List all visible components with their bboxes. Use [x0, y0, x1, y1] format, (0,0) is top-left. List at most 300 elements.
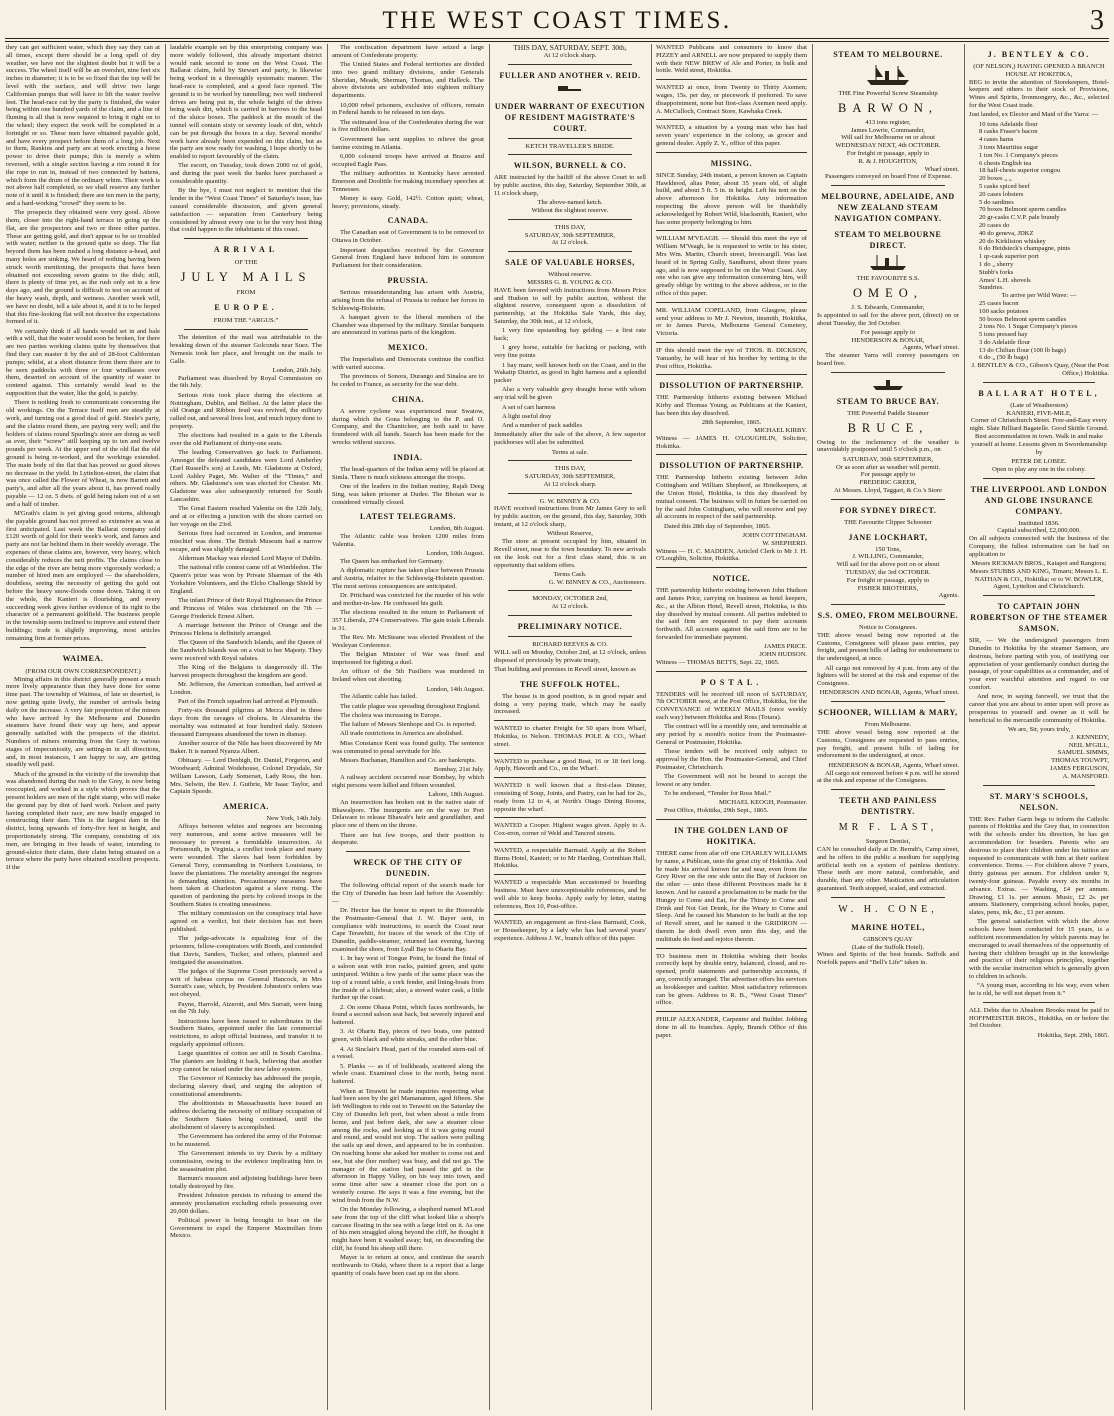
- news-paragraph: The leading Conservatives go back to Parliament. Amongst the defeated candidates were Lord Amberley (Earl Russell's son) at Leeds, Mr. Gladstone at Oxford, Lord Ashley Paget, Mr. Walter of the “Times,” and others. Mr. Gladstone's son was elected for Chester. Mr. Gladstone was also subsequently returned for South Lancashire.: [170, 449, 322, 504]
- ship-body: Is appointed to sail for the above port, (direct) on or about Tuesday, the 3rd October.: [817, 311, 959, 327]
- news-paragraph: A marriage between the Prince of Orange and the Princess Helena is definitely arranged.: [170, 622, 322, 637]
- ad-body: ARE instructed by the bailiff of the above Court to sell by public auction, this day, Saturday, September 30th, at 11 o'clock sharp,: [494, 174, 646, 197]
- news-paragraph: The Great Eastern reached Valentia on the 12th July, and at or effecting a junction with the shore carried on her voyage on the 23rd.: [170, 505, 322, 528]
- news-paragraph: One of the leaders in the Indian mutiny, Rajah Deeg Sing, was taken prisoner at Dudee. The Bhotan war is considered virtually closed.: [332, 482, 484, 506]
- ad-divider: [983, 1002, 1095, 1003]
- lot-item: 1 bay mare, well known both on the Coast, and in the Wakatip District, as good in light harness and a splendid packer: [494, 361, 646, 385]
- ship-body: Owing to the inclemency of the weather is unavoidably postponed until 5 o'clock p.m., on: [817, 438, 959, 454]
- news-paragraph: President Johnston persists in refusing to amend the amnesty proclamation excluding rebels possessing over 20,000 dollars.: [170, 1191, 322, 1215]
- ad-divider: [508, 615, 632, 616]
- hotel-note: (Late of the Suffolk Hotel).: [851, 943, 925, 951]
- ad-signature: PETER DE LOBEE.: [1011, 457, 1067, 465]
- section-heading: LATEST TELEGRAMS.: [359, 512, 456, 522]
- column-rule: [812, 44, 813, 1410]
- notice-body: To be endorsed, “Tender for Ross Mail.”: [664, 790, 772, 798]
- ship-name: BARWON,: [838, 100, 938, 115]
- news-paragraph: The national rifle contest came off at Wimbledon. The Queen's prize was won by Private Sharman of the 4th Yorkshire Volunteers, and the Elcho Challenge Shield by England.: [170, 564, 322, 595]
- news-paragraph: The cattle plague was spreading throughout England.: [340, 702, 481, 710]
- ad-date: THIS DAY, SATURDAY, SEPT. 30th,: [513, 44, 627, 52]
- newspaper-title: THE WEST COAST TIMES.: [382, 7, 732, 34]
- dateline: New York, 14th July.: [266, 815, 322, 823]
- arrival-heading-from: FROM: [236, 289, 256, 297]
- ad-body: Wines and Spirits of the best brands. Suffolk and Norfolk papers and “Bell's Life” taken in.: [817, 951, 959, 967]
- notice-body: THE partnership hitherto existing between John Hudson and James Price, carrying on business as hotel keepers, &c., at the Albion Hotel, Revell street, Hokitika, is this day dissolved by mutual consent. All parties indebted to the said firm are requested to pay their accounts forthwith. All accounts against the said firm are to be forwarded for immediate payment.: [656, 587, 807, 641]
- stock-item: 6 do Heidsieck's champagne, pints: [979, 245, 1071, 253]
- news-paragraph: Large quantities of cotton are still in South Carolina. The planters are holding it back, believing that another crop cannot be raised under the new labor system.: [170, 1050, 322, 1073]
- masthead-rule: [5, 41, 1109, 42]
- stock-item: 1 ton No. 1 Company's pieces: [979, 151, 1058, 159]
- dateline: London, 10th August.: [426, 550, 484, 558]
- ad-heading: ST. MARY'S SCHOOLS, NELSON.: [989, 791, 1089, 812]
- ad-divider: [494, 777, 646, 778]
- ad-divider: [494, 720, 646, 721]
- signatory: THOMAS TOUWPT,: [1051, 757, 1109, 765]
- arrival-heading-of: OF THE: [234, 259, 258, 267]
- shipping-heading: STEAM TO BRUCE BAY.: [836, 396, 940, 406]
- ad-divider: [656, 152, 807, 153]
- shipping-heading: MELBOURNE, ADELAIDE, AND NEW ZEALAND STEAM NAVIGATION COMPANY.: [821, 192, 955, 224]
- section-heading: CANADA.: [387, 216, 429, 226]
- letter-closing: We are, Sir, yours truly,: [1007, 725, 1071, 733]
- stock-item: Ames' L.H. shovels: [979, 276, 1031, 284]
- news-paragraph: Money is easy. Gold, 142½. Cotton quiet; wheat, heavy; provisions, steady.: [332, 194, 484, 210]
- wanted-ad: WANTED it well known that a first-class Dinner, consisting of Soup, Joints, and Pastry, can be had for 2s., ready from 12 to 4, at North's Otago Dining Rooms, opposite the wharf.: [494, 782, 646, 813]
- ad-body: Corner of Christchurch Street. Free-and-Easy every night. Slate Billiard Bagatelle. Good Skittle Ground. Best accommodation in town. Walk in and make yourself at home. Lessons given in Swordsmanship by: [969, 417, 1109, 456]
- ad-body: On all subjects connected with the business of the Company, the fullest information can be had on application to: [969, 535, 1109, 558]
- news-paragraph: Dr. Pritchard was convicted for the murder of his wife and mother-in-law. He confessed his guilt.: [332, 592, 484, 608]
- stock-item: 13 do Chilian flour (100 lb bags): [979, 346, 1066, 354]
- shipping-subheading: Notice to Consignees.: [858, 624, 918, 632]
- wanted-ad: WANTED, an engagement as first-class Barmaid, Cook, or Housekeeper, by a lady who has had several years' experience. Address J. W., branch office of this paper.: [494, 919, 646, 943]
- signatory: J. KENNEDY,: [1070, 733, 1109, 741]
- news-paragraph: Affrays between whites and negroes are becoming very numerous, and some active measures will be necessary to prevent a formidable insurrection. At Portsmouth, in Virginia, a conflict took place and many were wounded. The slaves had been forbidden by General Terry, commanding in Northern Louisiana, to leave the plantations. The mortality amongst the negroes is demanding attention. Precautionary measures have been taken at Charleston against a slave rising. The question of pardoning the ports by colored troops in the Southern States is creating uneasiness.: [170, 823, 322, 909]
- ad-divider: [508, 590, 632, 591]
- ship-freight: For freight or passage, apply to: [846, 149, 930, 157]
- notice-heading: IN THE GOLDEN LAND OF HOKITIKA.: [674, 826, 789, 847]
- news-paragraph: The military commission on the conspiracy trial have agreed on a verdict, but their decision has not been published.: [170, 910, 322, 933]
- section-divider: [184, 238, 308, 239]
- column-rule: [964, 44, 965, 1410]
- article-paragraph: they can get sufficient water, which they say they can at all times, except there should be a long spell of dry weather, we have not the slightest doubt but it will be a success. The wheel itself will be an overshot, nine feet six inches in diameter; it is to be so fixed that the top will be level with the surface, and will drive two large Californian pumps that will have to lift the water twelve feet. The head-race cut by the party is finished, the water being within one hundred yards of the claim, and a line of fluming is all that is now required to bring it right on to the wheel; they expect the work will be completed in a fortnight or so. These men have obtained payable gold, and have every prospect before them of a long job. Next to them, Rankins and party are at work erecting a horse power to drive their pumps; this is merely a whim reversed, with a single section having a rim round it for the rope to run in, instead of two connected by battens, which form the drum of the ordinary whim. Their work is not above half completed, so we shall reserve any further note of it until it is finished; there are ten men in the party, and a hard-working “crowd” they seem to be.: [6, 44, 160, 207]
- news-paragraph: The United States and Federal territories are divided into two grand military divisions, under Generals Sheridan, Meade, Sherman, Thomas, and Halleck. The above divisions are subdivided into eighteen military departments.: [332, 61, 484, 100]
- ship-agent: HENDERSON AND BONAR, Agents, Wharf street.: [819, 689, 959, 697]
- notice-date: Dated this 28th day of September, 1865.: [664, 522, 771, 530]
- ad-heading: TO CAPTAIN JOHN ROBERTSON OF THE STEAMER SAMSON.: [970, 602, 1108, 634]
- column-1: [6, 44, 160, 1410]
- news-paragraph: 3. At Ohariu Bay, pieces of two boats, one painted green, with black and white streaks, and the other blue.: [332, 1028, 484, 1044]
- ad-time: At 12 o'clock.: [551, 603, 589, 611]
- ad-divider: [831, 701, 945, 702]
- ship-body: THE above vessel being now reported at the Customs, Consignees will please pass entries, pay freight, and present bills of lading for endorsement to the undersigned, at once.: [817, 631, 959, 663]
- ad-item: The above-named ketch.: [537, 199, 603, 207]
- ad-divider: [656, 302, 807, 303]
- stock-item: 18 half-chests superior congou: [979, 167, 1061, 175]
- shipping-heading: SCHOONER, WILLIAM & MARY,: [818, 708, 958, 718]
- column-rule: [327, 44, 328, 1410]
- ad-divider: [656, 671, 807, 672]
- ship-name: JANE LOCKHART,: [848, 532, 928, 542]
- letter-body: And now, in saying farewell, we trust that the career that you are about to enter upon will prove as prosperous to yourself and owner as it will be beneficial to the mercantile community of Hokitika.: [969, 693, 1109, 724]
- news-paragraph: The estimated loss of the Confederates during the war is five million dollars.: [332, 118, 484, 134]
- news-paragraph: All trade restrictions in America are abolished.: [340, 730, 464, 738]
- ad-divider: [656, 342, 807, 343]
- stock-item: 4 cases hams: [979, 136, 1014, 144]
- arrival-source: FROM THE “ARGUS.”: [213, 317, 279, 325]
- ship-intro: THE Powerful Paddle Steamer: [847, 409, 929, 417]
- lot-item: A set of cart harness: [502, 403, 556, 411]
- notice-witness: Witness — JAMES H. O'LOUGHLIN, Solicitor, Hokitika.: [656, 434, 807, 450]
- ship-freight: For passage apply to: [860, 471, 916, 479]
- column-rule: [165, 44, 166, 1410]
- auctioneer-name: G. W. BINNEY & CO.: [539, 497, 601, 505]
- news-paragraph: The Government intends to try Davis by a military commission, owing to the evidence implicating him in the assassination plot.: [170, 1149, 322, 1173]
- news-paragraph: Alderman Mackay was elected Lord Mayor of Dublin.: [178, 555, 322, 563]
- notice-date: 28th September, 1865.: [701, 419, 762, 427]
- stock-item: 100 sacks potatoes: [979, 307, 1029, 315]
- ship-name: OMEO,: [853, 285, 923, 300]
- steamship-icon: [871, 377, 905, 391]
- ship-freight: For passage apply to: [860, 328, 916, 336]
- arrival-heading-mails: JULY MAILS: [180, 270, 312, 285]
- ad-note: Instituted 1836.: [1018, 519, 1060, 527]
- lot-item: And a number of pack saddles: [502, 422, 583, 430]
- news-paragraph: An insurrection has broken out in the native state of Bhawalpore. The insurgents are on the way to Port Delaware to release Bhawab's heir and grandfather, and place one of them on the throne.: [332, 798, 484, 830]
- ship-agent-address: Agents, Wharf street.: [902, 344, 959, 352]
- ad-body: HAVE been favored with instructions from Messrs Price and Hudson to sell by public auction, without the slightest reserve, consequent upon a dissolution of partnership, at the Hokitika Sale Yards, this day, Saturday, the 30th inst., at 12 o'clock,: [494, 286, 646, 326]
- news-paragraph: The Atlantic cable was broken 1200 miles from Valentia.: [332, 533, 484, 548]
- ad-time: At 12 o'clock sharp.: [543, 51, 597, 59]
- arrival-heading-europe: EUROPE.: [214, 303, 278, 313]
- news-paragraph: The Imperialists and Democrats continue the conflict with varied success.: [332, 356, 484, 371]
- notice-body: TO business men in Hokitika wishing their books correctly kept by double entry, balanced, closed, and re-opened, profit statements and partnership accounts, if any, correctly arranged. The advertiser offers his services as bookkeeper and cashier. Most satisfactory references can be given. Address to R. B., “West Coast Times” office.: [656, 952, 807, 1007]
- notice-heading: MISSING.: [710, 158, 753, 168]
- news-paragraph: On the Monday following, a shepherd named M'Leod saw from the top of the cliff what looked like a sheep's carcase floating in the sea with a large bird on it. As one of his men straggled along beyond the cliff, he thought it might have been it washed away; but, on descending the cliff, he found his sheep still there.: [332, 1206, 484, 1252]
- news-paragraph: Obituary. — Lord Denbigh, Dr. Daniel, Forgeron, and Woodward; Admiral Wodehouse, Colonel Drysdale, Sir William Lawson, Lady Somerset, Lady Ross, the hon. Mrs. Selwin, the Rev. J. Guthrie, Mr Isaac Taylor, and Captain Speede.: [170, 757, 322, 796]
- stock-item: 70 boxes Belmont sperm candles: [979, 206, 1067, 214]
- ad-body: The general satisfaction with which the above schools have been conducted for 15 years, is a sufficient recommendation by which parents may be encouraged to avail themselves of the opportunity of having their children brought up in the knowledge and practice of their religious principles, together with the secular instruction which is generally given to children in schools.: [969, 918, 1109, 980]
- stock-item: Stubb's forks: [979, 268, 1014, 276]
- section-subheading: (FROM OUR OWN CORRESPONDENT.): [25, 667, 141, 675]
- ad-heading: SALE OF VALUABLE HORSES,: [505, 258, 635, 268]
- ad-divider: [656, 819, 807, 820]
- news-paragraph: The following official report of the search made for the City of Dunedin has been laid before the Assembly: —: [332, 882, 484, 905]
- ship-agent-address: At Messrs. Lloyd, Taggart, & Co.'s Store: [834, 486, 942, 494]
- news-paragraph: Government has sent supplies to relieve the great famine existing in Atlanta.: [332, 135, 484, 151]
- ad-body: That building and premises in Revell street, known as: [494, 665, 636, 673]
- news-paragraph: Messrs Buchanan, Hamilton and Co. are bankrupts.: [340, 756, 477, 764]
- ship-note: Passengers conveyed on board Free of Expense.: [825, 173, 952, 181]
- news-paragraph: The Belgian Minister of War was fined and imprisoned for fighting a duel.: [332, 651, 484, 667]
- notice-body: TENDERS will be received till noon of SATURDAY, 7th OCTOBER next, at the Post Office, Hokitika, for the CONVEYANCE of WEEKLY MAILS (once weekly each way) between Hokitika and Ross (Totara).: [656, 690, 807, 721]
- shipping-heading: STEAM TO MELBOURNE.: [833, 50, 943, 59]
- news-paragraph: Mayer is to return at once, and continue the search northwards to Otaki, where there is a report that a large quantity of coals have been cast up on the shore.: [332, 1254, 484, 1277]
- news-paragraph: Serious riots took place during the elections at Nottingham, Dublin, and Belfast. At the latter place the old Orange and Ribbon feud was revived, the military called out, and several lives lost, and much injury done to property.: [170, 391, 322, 430]
- notice-signature: MICHAEL KEOGH, Postmaster.: [718, 799, 807, 807]
- notice-signature: JOHN HUDSON.: [759, 651, 807, 659]
- ship-body: Will sail for the above port on or about: [836, 561, 940, 569]
- column-7: [969, 44, 1109, 1410]
- news-paragraph: Political power is being brought to bear on the Government to expel the Emperor Maximilian from Mexico.: [170, 1216, 322, 1240]
- article-paragraph: M'Grath's claim is yet giving good returns, although the payable ground has not proved so extensive as was at first anticipated. Last week the Ballarat company sold £120 worth of gold for their week's work, and James and party are not far behind them in their weekly average. The expenses of these claims are, however, very heavy, which considerably reduces the nett profits. The claims close to the edge of the river are being more vigorously worked; a number of hired men are employed — the shareholders, doubtless, seeing the necessity of getting the gold out before the heavy snow-floods come down. Taking it on the whole, the Kanieri is flourishing, and every succeeding week gives further evidence of its right to the character of a permanent goldfield. The business people in the township seem inclined to improve and extend their buildings; trade is slightly improving, most articles remaining firm at former prices.: [6, 510, 160, 642]
- stock-item: 3 do Adelaide flour: [979, 338, 1031, 346]
- ad-divider: [831, 372, 945, 373]
- ad-date: SATURDAY, 30th SEPTEMBER,: [524, 473, 616, 481]
- dateline: London, 14th August.: [426, 685, 484, 693]
- ad-terms: Terms Cash.: [553, 570, 587, 578]
- auction-hammer-icon: [556, 84, 584, 96]
- shipping-heading: S.S. OMEO, FROM MELBOURNE.: [817, 611, 959, 621]
- news-paragraph: 10,000 rebel prisoners, exclusive of officers, remain in Federal hands to be released in ten days.: [332, 101, 484, 117]
- stock-item: 10 tons Adelaide flour: [979, 120, 1038, 128]
- news-paragraph: Forty-six thousand pilgrims at Mecca died in three days from the ravages of cholera. In Alexandria the mortality was estimated at four hundred daily. Sixteen thousand Europeans abandoned the town in dismay.: [170, 707, 322, 738]
- section-divider: [184, 329, 308, 330]
- wanted-ad: WANTED Publicans and consumers to know that PIZZEY and ARNELL are now prepared to supply them with their NEW BREW of Ale and Porter, in bulk and bottle. Weld street, Hokitika.: [656, 44, 807, 75]
- notice-body: IF this should meet the eye of THOS. B. DICKSON, Yamanby, he will hear of his brother by writing to the Post office, Hokitika.: [656, 346, 807, 370]
- ad-note: Without the slightest reserve.: [531, 207, 609, 215]
- ad-time: At 12 o'clock sharp.: [543, 480, 597, 488]
- ad-divider: [508, 493, 632, 494]
- stock-item: 6 chests English tea: [979, 159, 1032, 167]
- notice-heading: DISSOLUTION OF PARTNERSHIP.: [659, 381, 804, 391]
- ad-time: At 12 o'clock.: [551, 239, 589, 247]
- ship-body: All cargo not removed before 4 p.m. will be stored at the risk and expense of the Consignees.: [817, 769, 959, 785]
- ship-master: James Lowrie, Commander,: [850, 126, 926, 134]
- lot-item: A light useful dray: [502, 412, 552, 420]
- ad-body: “A young man, according to his way, even when he is old, he will not depart from it.”: [969, 982, 1109, 998]
- news-paragraph: Important despatches received by the Governor General from England have induced him to summon Parliament for their consideration.: [332, 246, 484, 270]
- stock-item: 50 boxes Belmont sperm candles: [979, 315, 1067, 323]
- stock-item: 25 cases bacon: [979, 299, 1019, 307]
- ad-day: THIS DAY,: [554, 223, 586, 231]
- news-paragraph: The Governor of Kentucky has addressed the people, declaring slavery dead, and urging the adoption of constitutional amendments.: [170, 1075, 322, 1098]
- ad-heading: FULLER AND ANOTHER v. REID.: [499, 70, 641, 80]
- dentist-title: Surgeon Dentist,: [865, 838, 911, 846]
- news-paragraph: The abolitionists in Massachusetts have issued an address declaring the necessity of military occupation of the Southern States being continued, until the abolishment of slavery is accomplished.: [170, 1100, 322, 1131]
- ad-subheading: KETCH TRAVELLER'S BRIDE.: [525, 142, 615, 150]
- section-divider: [20, 647, 146, 648]
- news-paragraph: Serious misunderstanding has arisen with Austria, arising from the refusal of Prussia to reduce her forces in Schleswig-Holstein.: [332, 288, 484, 312]
- stock-item: 20 cases lobsters: [979, 190, 1024, 198]
- news-paragraph: The confiscation department have seized a large amount of Confederate property.: [332, 44, 484, 59]
- column-rule: [489, 44, 490, 1410]
- column-3: [332, 44, 484, 1410]
- ad-divider: [831, 185, 945, 186]
- news-paragraph: A banquet given to the liberal members of the Chamber was dispersed by the military. Similar banquets are announced in various parts of the kingdom.: [332, 313, 484, 337]
- ad-body: Open to play any one in the colony.: [992, 465, 1086, 473]
- dateline: Lahore, 18th August.: [428, 791, 484, 799]
- notice-witness: Witness — H. C. MADDEN, Articled Clerk to Mr J. H. O'Loughlin, Solicitor, Hokitika.: [656, 547, 807, 563]
- ad-divider: [983, 478, 1095, 479]
- hotel-address: GIBSON'S QUAY: [863, 935, 913, 943]
- ad-divider: [508, 219, 632, 220]
- stock-item: 1 qr-cask superior port: [979, 253, 1039, 261]
- column-4: [494, 44, 646, 1410]
- notice-witness: Witness — THOMAS BETTS, Sept. 22, 1865.: [656, 658, 780, 666]
- news-paragraph: The judge-advocate is equalizing four of the prisoners, fellow-conspirators with Booth, and contended that Davis, Sanders, Tucker, and others, planned and instigated the assassination.: [170, 935, 322, 966]
- section-heading: PRUSSIA.: [387, 275, 429, 285]
- stock-item: 6 do „ (50 lb bags): [979, 354, 1029, 362]
- news-paragraph: 5. Planks — as if of bulkheads, scattered along the whole coast. Examined close to the north, being most battered.: [332, 1062, 484, 1086]
- wanted-ad: WANTED to charter Freight for 50 spars from Wharf, Hokitika, to Nelson. THOMAS POLE & CO., Wharf street.: [494, 725, 646, 748]
- ad-date: SATURDAY, 30th SEPTEMBER,: [524, 231, 616, 239]
- news-paragraph: The Queen of the Sandwich Islands, and the Queen of the Sandwich Islands was on a visit to her Majesty. They were received with Royal salutes.: [170, 639, 322, 662]
- ad-divider: [494, 842, 646, 843]
- ad-divider: [494, 753, 646, 754]
- signatory-list: [969, 734, 1109, 781]
- news-paragraph: The Queen has embarked for Germany.: [340, 558, 444, 566]
- notice-body: PHILIP ALEXANDER, Carpenter and Builder. Jobbing done in all its branches. Apply, Branch Office of this paper.: [656, 1016, 807, 1039]
- hotel-address: KANIERI, FIVE-MILE,: [1006, 409, 1072, 417]
- ad-divider: [494, 914, 646, 915]
- hotel-note: (Late of Weatherston): [1010, 401, 1068, 409]
- notice-body: The contract will be a monthly one, and terminable at any period by a month's notice from the Postmaster-General or Postmaster, Hokitika.: [656, 723, 807, 746]
- ad-heading: J. BENTLEY & CO.: [987, 50, 1091, 59]
- news-paragraph: The infant Prince of their Royal Highnesses the Prince and Princess of Wales was christened on the 7th — George Frederick Ernest Albert.: [170, 597, 322, 620]
- wanted-ad: WANTED, a respectable Barmaid. Apply at the Robert Burns Hotel, Kanieri; or to Mr Harding, Corinthian Hall, Hokitika.: [494, 846, 646, 870]
- ad-divider: [508, 460, 632, 461]
- stock-item: 1 do „ sherry: [979, 260, 1014, 268]
- ship-tons: 413 tons register,: [865, 118, 911, 126]
- ship-date: SATURDAY, 30th SEPTEMBER,: [842, 455, 934, 463]
- notice-body: THE Partnership hitherto existing between Michael Kirby and Thomas Young, as Publicans at the Kanieri, has been this day dissolved.: [656, 394, 807, 417]
- news-paragraph: The Rev. Mr. McSteane was elected President of the Wesleyan Conference.: [332, 634, 484, 650]
- ad-body: The store at present occupied by him, situated in Revell street, near to the town boundary. To new arrivals on the look out for a first class stand, this is an opportunity that seldom offers.: [494, 538, 646, 569]
- ad-divider: [983, 382, 1095, 383]
- news-paragraph: Payne, Harrold, Atzerott, and Mrs Surratt, were hung on the 7th July.: [170, 1000, 322, 1016]
- stock-item: 20 cases do: [979, 221, 1010, 229]
- stock-item: 5 do sardines: [979, 198, 1014, 206]
- section-heading: WAIMEA.: [62, 653, 104, 663]
- lot-item: 1 grey horse, suitable for hacking or packing, with very fine points: [494, 344, 646, 360]
- news-paragraph: An officer of the 5th Fusiliers was murdered in Ireland when out shooting.: [332, 668, 484, 684]
- stock-item: 3 tons Mauritius sugar: [979, 143, 1039, 151]
- ad-divider: [656, 1011, 807, 1012]
- stock-item: Sundries.: [979, 284, 1004, 292]
- ad-divider: [656, 230, 807, 231]
- news-paragraph: The Government has ordered the army of the Potomac to be mustered.: [170, 1132, 322, 1148]
- ad-divider: [831, 897, 945, 898]
- ad-divider: [656, 567, 807, 568]
- notice-heading: NOTICE.: [712, 574, 751, 584]
- news-paragraph: When at Terawiti he made inquiries respecting what had been seen by the girl Mamanamen, aged fifteen. She left Wellington to ride out to Terawiti on the Saturday the City of Dunedin left port, but when about a mile from home, and just before dark, she saw a steamer close among the rocks, and looking as if it was going round and round, and would not stop. The sailors were pulling the sails up and down, and appeared to be in confusion. On reaching home she asked her mother to come out and see, but she (her mother) was busy, and did not go. The manager of the station had passed the girl in the afternoon in Happy Valley, on his way into town, and some time after saw a steamer close the port on a westerly course. He says it was a fine evening, but the wind fresh from the N.W.: [332, 1087, 484, 1204]
- ship-master: J. WILLING, Commander,: [852, 553, 924, 561]
- article-paragraph: By the bye, I must not neglect to mention that the lender in the “West Coast Times” of Saturday's issue, has caused considerable discussion, and given general satisfaction — separation from Canterbury being considered by almost every one to be the very best thing that could happen to the inhabitants of this coast.: [170, 187, 322, 234]
- notice-body: The Government will not be bound to accept the lowest or any tender.: [656, 773, 807, 788]
- ad-divider: [831, 789, 945, 790]
- news-paragraph: The elections had resulted in a gain to the Liberals over the old Parliament of thirty-one seats.: [170, 432, 322, 447]
- letter-body: SIR, — We the undersigned passengers from Dunedin to Hokitika by the steamer Samson, are desirous, before parting with you, of testifying our appreciation of your gentlemanly conduct during the passage, of your capabilities as a commander, and of your ever watchful attention and regard to our comfort.: [969, 637, 1109, 691]
- ship-body: Or as soon after as weather will permit.: [836, 463, 940, 471]
- ad-divider: [656, 374, 807, 375]
- dateline: London, 26th July.: [272, 366, 322, 374]
- section-heading: WRECK OF THE CITY OF DUNEDIN.: [353, 858, 463, 879]
- column-5: [656, 44, 807, 1410]
- ship-intro: THE FAVOURITE S.S.: [856, 275, 920, 283]
- hotel-name: MARINE HOTEL,: [851, 922, 925, 932]
- proprietor-name: W. H. CONE,: [838, 903, 938, 915]
- notice-body: These tenders will be received only subject to approval by the Hon. the Postmaster-General, and Chief Postmaster, Christchurch.: [656, 748, 807, 771]
- stock-item: 5 tons pressed hay: [979, 331, 1028, 339]
- notice-date: Post Office, Hokitika, 29th Sept., 1865.: [664, 807, 769, 815]
- ad-divider: [508, 154, 632, 155]
- ad-divider: [656, 948, 807, 949]
- article-paragraph: laudable example set by this enterprising company was more widely followed, this already important district would rank second to none on the West Coast. The Ballarat claim, held by Stewart and party, is likewise being worked in a thoroughly systematic manner. The head-race is completed, and a good face opened. The ground is to be worked by tunnelling; two well timbered drives are being put in, the whole height of the drives being wash dirt, which is carried in barrows to the head of the sluice boxes. The paddock at the mouth of the tunnel will contain sixty or seventy loads of dirt, which can be put through the boxes in a day. Several months' work have already been expended on this claim, but as the party are now ready for washing, I hope shortly to be enabled to report favourably of the claim.: [170, 44, 322, 161]
- signatory: JAMES FERGUSON,: [1050, 764, 1109, 772]
- ad-date: Hokitika, Sept. 29th, 1865.: [1037, 1031, 1109, 1039]
- ship-intro: THE Favourite Clipper Schooner: [844, 518, 932, 526]
- ad-note: Without Reserve,: [547, 530, 593, 538]
- wanted-ad: WANTED a Cooper. Highest wages given. Apply to A. Cox-eron, corner of Weld and Tancred streets.: [494, 822, 646, 838]
- news-paragraph: Miss Constance Kent was found guilty. The sentence was commuted to penal servitude for life.: [332, 739, 484, 755]
- news-paragraph: The detention of the mail was attributable to the breaking down of the steamer Golconda near Suez. The Nemesis took her place, and brought on the mails to Galle.: [170, 334, 322, 365]
- notice-body: THERE came from afar off one CHARLEY WILLIAMS by name, a Publican, unto the great city of Hokitika. And he made his arrival known far and near, even from the Grey River on the one side unto the Bay of Jackson on the other — unto these different Provinces made he it known. And he caused a proclamation to be made for the Hungry to Come and Eat, for the Thirsty to Come and Drink and Not Get Drunk, for the Weary to Come and Sleep. And he caused his Mansion to be built at the top of Revell street, and he named it the GRIDIRON — therein he doth dwell even unto this day, and the multitude do feed and rejoice therein.: [656, 850, 807, 943]
- column-2: [170, 44, 322, 1410]
- shipping-subheading: From Melbourne.: [864, 721, 912, 729]
- wanted-ad: WANTED at once, from Twenty to Thirty Axemen; wages, 15s. per day, or piecework if preferred. To save disappointment, none but first-class Axemen need apply. A. McCulloch, Contract Store, Kawhaka Creek.: [656, 84, 807, 115]
- ad-divider: [508, 64, 632, 65]
- dentist-name: MR F. LAST,: [838, 822, 938, 834]
- notice-signature: JOHN COTTINGHAM.: [742, 531, 807, 539]
- news-paragraph: Another source of the Nile has been discovered by Mr Baker. It is named Nyanza Albert.: [170, 740, 322, 755]
- ad-divider: [494, 817, 646, 818]
- news-paragraph: The failure of Messrs Stenhope and Co. is reported.: [340, 721, 477, 729]
- news-paragraph: A diplomatic rupture has taken place between Prussia and Austria, relative to the Schleswig-Holstein question. The most serious consequences are anticipated.: [332, 567, 484, 590]
- ad-divider: [508, 251, 632, 252]
- ad-divider: [508, 636, 632, 637]
- ad-divider: [656, 454, 807, 455]
- news-paragraph: Part of the French squadron had arrived at Plymouth.: [178, 698, 319, 706]
- ad-body: To arrive per Wild Wave: —: [1001, 292, 1077, 300]
- news-paragraph: 2. On some Ohaua Point, which faces northwards, he found a second saloon seat back, but severely injured and battered.: [332, 1003, 484, 1027]
- signatory: NEIL M'GILL,: [1068, 741, 1109, 749]
- news-paragraph: A severe cyclone was experienced near Swatow, during which the Gona belonging to the P. and O. Company, and the Chanticleer, are both said to have foundered with all hands. Search has been made for the wrecks without success.: [332, 407, 484, 447]
- wanted-ad: WANTED, a situation by a young man who has had seven years' experience in the colony, as grocer and general dealer. Apply Z. Y., office of this paper.: [656, 124, 807, 147]
- ship-intro: THE Fine Powerful Screw Steamship: [838, 90, 938, 97]
- dateline: Bombay, 21st July.: [433, 766, 484, 774]
- ad-heading: THE LIVERPOOL AND LONDON AND GLOBE INSURANCE COMPANY.: [970, 484, 1108, 516]
- ad-body: THE Rev. Father Garin begs to inform the Catholic parents of Hokitika and the Grey that, in connection with the schools under his direction, he has got accommodation for boarders. Parents who are desirous to place their children under his tuition are requested to communicate with him at their earliest convenience. Terms. — For children above 7 years, thirty guineas per annum. For children under 9, twenty-four guineas. Payable every six months in advance. Extras. — Washing, £4 per annum. Drawing, £1 1s. per annum. Music, £2 2s. per annum. Stationery, comprising school books, paper, slates, pens, ink, &c., £1 per annum.: [969, 815, 1109, 917]
- auctioneer-name: MESSRS G. B. YOUNG & CO.: [527, 279, 613, 287]
- ad-divider: [494, 874, 646, 875]
- stock-list: [969, 300, 1109, 362]
- ad-heading: UNDER WARRANT OF EXECUTION OF RESIDENT MAGISTRATE'S COURT.: [494, 101, 646, 133]
- notice-body: WILLIAM M'VEAGH. — Should this meet the eye of William M'Veagh, he is requested to write to his sister, Mrs Wm. Martin, Church street, Invercargill. Was last heard of in Spring Gully, Sandhurst, about three years ago, and is now supposed to be on the West Coast. Any one who can give any information concerning him, will greatly oblige by writing to the above address, or to the office of this paper.: [656, 235, 807, 297]
- signatory: A. MANSFORD.: [1062, 772, 1109, 780]
- article-paragraph: Mining affairs in this district generally present a much more lively appearance than they have done for some time past. The township of Waimea, of late so deserted, is now getting quite lively, the number of arrivals being daily on the increase. A very fair proportion of the miners who have arrived by the Melbourne and Dunedin steamers have found their way up here, and appear generally satisfied with the prospects of the district. Numbers of miners returning from the Grey in various stages of impecuniosity, are setting-in in all directions, and, in most instances, I am happy to say, are getting steadily well paid.: [6, 675, 160, 769]
- section-heading: CHINA.: [391, 394, 425, 404]
- section-divider: [346, 851, 470, 852]
- notice-signature: W. SHEPHERD.: [762, 539, 807, 547]
- ship-tons: 150 Tons,: [875, 545, 901, 553]
- arrival-heading: ARRIVAL: [213, 245, 279, 255]
- ad-body: The house is in good position, is in good repair and doing a very paying trade, which may be easily increased.: [494, 692, 646, 716]
- wanted-ad: WANTED to purchase a good Boat, 16 or 18 feet long. Apply, Haworth and Co., on the Wharf.: [494, 757, 646, 773]
- stock-item: 5 casks spiced beef: [979, 182, 1030, 190]
- news-paragraph: The Atlantic cable has failed.: [340, 693, 418, 701]
- shipping-heading: STEAM TO MELBOURNE DIRECT.: [834, 230, 942, 251]
- news-paragraph: A railway accident occurred near Bombay, by which eight persons were killed and fifteen wounded.: [332, 773, 484, 789]
- notice-signature: MICHAEL KIRBY.: [754, 426, 807, 434]
- ad-divider: [831, 499, 945, 500]
- ship-body: THE above vessel being now reported at the Customs, Consignees are requested to pass entries, pay freight, and present bills of lading for endorsement to the undersigned, at once.: [817, 729, 959, 760]
- signatory: SAMUEL SIMMS,: [1057, 749, 1109, 757]
- ad-note: Capital subscribed, £2,000,000.: [997, 527, 1081, 535]
- news-paragraph: The King of the Belgians is dangerously ill. The harvest prospects throughout the kingdom are good.: [170, 664, 322, 679]
- dateline: London, 8th August.: [429, 525, 484, 533]
- news-paragraph: Serious fires had occurred in London, and immense mischief was done. The British Museum had a narrow escape, and was slightly damaged.: [170, 530, 322, 553]
- column-6: [817, 44, 959, 1410]
- auctioneer-name: RICHARD REEVES & CO.: [532, 641, 608, 649]
